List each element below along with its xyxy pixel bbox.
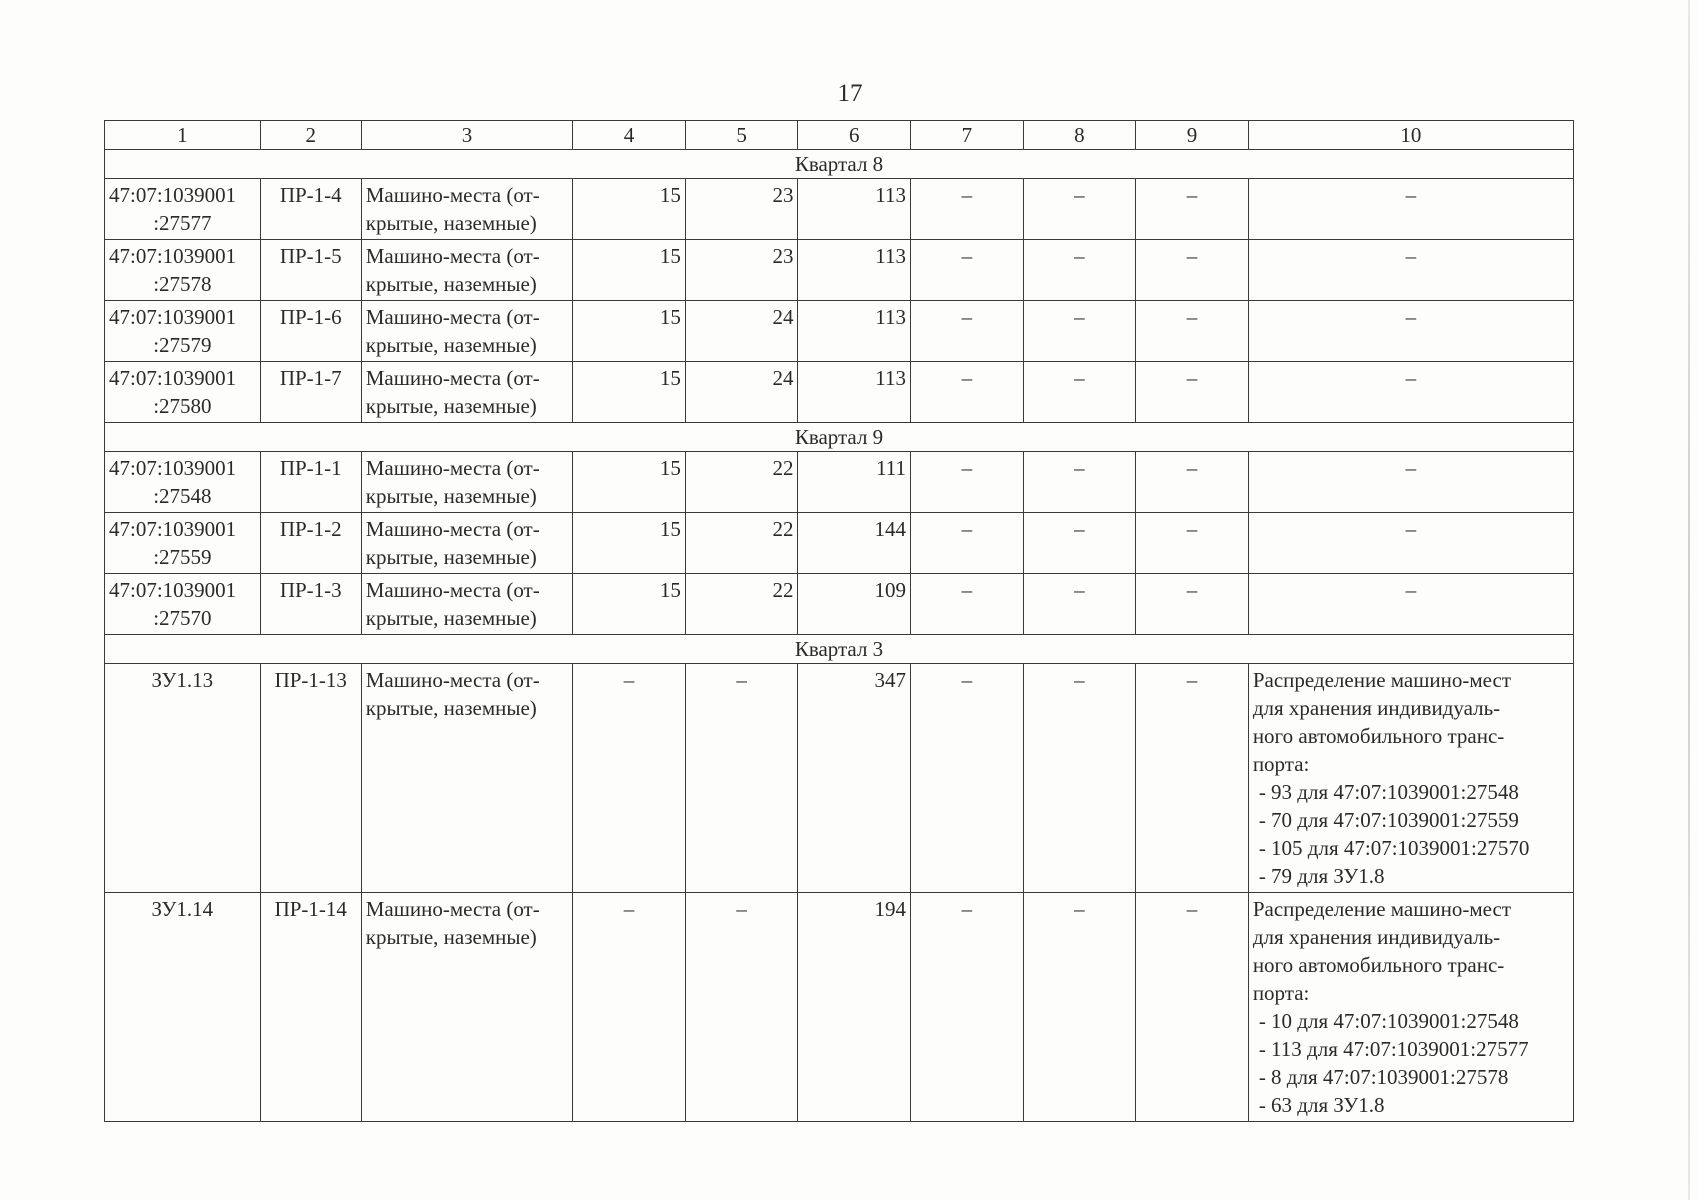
value-cell: 23 bbox=[685, 179, 798, 240]
dash-cell: – bbox=[1023, 452, 1136, 513]
description-cell bbox=[361, 179, 573, 240]
description-line: Машино-места (от- bbox=[365, 305, 540, 329]
note-item: - 113 для 47:07:1039001:27577 bbox=[1258, 1037, 1529, 1061]
cadastral-number-part: 47:07:1039001 bbox=[109, 305, 237, 329]
note-item: - 105 для 47:07:1039001:27570 bbox=[1258, 836, 1530, 860]
dash-cell: – bbox=[1023, 179, 1136, 240]
code-cell: ПР-1-2 bbox=[260, 513, 361, 574]
note-line: Распределение машино-мест bbox=[1252, 668, 1512, 692]
note-line: для хранения индивидуаль- bbox=[1252, 925, 1501, 949]
table-row bbox=[105, 301, 1574, 362]
value-cell: 15 bbox=[573, 362, 686, 423]
dash-cell: – bbox=[1136, 179, 1249, 240]
value-cell: 24 bbox=[685, 362, 798, 423]
note-item: - 8 для 47:07:1039001:27578 bbox=[1258, 1065, 1509, 1089]
dash-cell: – bbox=[1136, 664, 1249, 893]
dash-cell: – bbox=[911, 301, 1024, 362]
note-cell: – bbox=[1248, 574, 1573, 635]
dash-cell: – bbox=[1023, 513, 1136, 574]
description-line: Машино-места (от- bbox=[365, 456, 540, 480]
cadastral-number-cell bbox=[105, 240, 261, 301]
description-line: Машино-места (от- bbox=[365, 183, 540, 207]
column-header: 3 bbox=[361, 121, 573, 150]
note-cell: – bbox=[1248, 513, 1573, 574]
table-row bbox=[105, 179, 1574, 240]
table-row bbox=[105, 513, 1574, 574]
column-header: 1 bbox=[105, 121, 261, 150]
note-line: для хранения индивидуаль- bbox=[1252, 696, 1501, 720]
dash-cell: – bbox=[1023, 893, 1136, 1122]
cadastral-number-part: :27570 bbox=[153, 606, 212, 630]
dash-cell: – bbox=[1023, 574, 1136, 635]
section-row bbox=[105, 635, 1574, 664]
section-row bbox=[105, 423, 1574, 452]
value-cell: 111 bbox=[798, 452, 911, 513]
cadastral-number-part: 47:07:1039001 bbox=[109, 578, 237, 602]
value-cell: 24 bbox=[685, 301, 798, 362]
note-line: порта: bbox=[1252, 752, 1310, 776]
code-cell: ПР-1-14 bbox=[260, 893, 361, 1122]
description-line: Машино-места (от- bbox=[365, 668, 540, 692]
dash-cell: – bbox=[1136, 452, 1249, 513]
note-cell bbox=[1248, 664, 1573, 893]
description-cell bbox=[361, 893, 573, 1122]
cadastral-number-part: 47:07:1039001 bbox=[109, 244, 237, 268]
dash-cell: – bbox=[911, 362, 1024, 423]
note-item: - 63 для ЗУ1.8 bbox=[1258, 1093, 1385, 1117]
description-cell bbox=[361, 664, 573, 893]
note-line: порта: bbox=[1252, 981, 1310, 1005]
code-cell: ПР-1-13 bbox=[260, 664, 361, 893]
table-body bbox=[105, 121, 1574, 1122]
description-cell bbox=[361, 513, 573, 574]
value-cell: 15 bbox=[573, 240, 686, 301]
description-line: крытые, наземные) bbox=[365, 272, 537, 296]
description-line: крытые, наземные) bbox=[365, 333, 537, 357]
cadastral-number-cell bbox=[105, 452, 261, 513]
cadastral-number-cell bbox=[105, 179, 261, 240]
section-row bbox=[105, 150, 1574, 179]
column-header-row bbox=[105, 121, 1574, 150]
dash-cell: – bbox=[911, 452, 1024, 513]
value-cell: 15 bbox=[573, 301, 686, 362]
value-cell: – bbox=[573, 664, 686, 893]
dash-cell: – bbox=[1023, 240, 1136, 301]
note-item: - 10 для 47:07:1039001:27548 bbox=[1258, 1009, 1519, 1033]
value-cell: 15 bbox=[573, 179, 686, 240]
table-row bbox=[105, 574, 1574, 635]
value-cell: 113 bbox=[798, 179, 911, 240]
table-row bbox=[105, 452, 1574, 513]
value-cell: 347 bbox=[798, 664, 911, 893]
description-line: крытые, наземные) bbox=[365, 925, 537, 949]
dash-cell: – bbox=[1136, 240, 1249, 301]
note-item: - 93 для 47:07:1039001:27548 bbox=[1258, 780, 1519, 804]
dash-cell: – bbox=[1023, 301, 1136, 362]
description-line: Машино-места (от- bbox=[365, 517, 540, 541]
cadastral-number-part: :27577 bbox=[153, 211, 212, 235]
dash-cell: – bbox=[1023, 362, 1136, 423]
table-row bbox=[105, 664, 1574, 893]
value-cell: 23 bbox=[685, 240, 798, 301]
description-line: Машино-места (от- bbox=[365, 897, 540, 921]
value-cell: – bbox=[685, 664, 798, 893]
cadastral-number-part: :27579 bbox=[153, 333, 212, 357]
value-cell: 15 bbox=[573, 513, 686, 574]
column-header: 10 bbox=[1248, 121, 1573, 150]
section-title: Квартал 3 bbox=[105, 635, 1574, 664]
dash-cell: – bbox=[1023, 664, 1136, 893]
dash-cell: – bbox=[911, 893, 1024, 1122]
description-cell bbox=[361, 240, 573, 301]
value-cell: 144 bbox=[798, 513, 911, 574]
cadastral-number-cell: ЗУ1.14 bbox=[105, 893, 261, 1122]
cadastral-number-part: 47:07:1039001 bbox=[109, 366, 237, 390]
value-cell: 22 bbox=[685, 574, 798, 635]
dash-cell: – bbox=[911, 664, 1024, 893]
column-header: 5 bbox=[685, 121, 798, 150]
cadastral-number-cell bbox=[105, 513, 261, 574]
description-line: крытые, наземные) bbox=[365, 696, 537, 720]
table-row bbox=[105, 362, 1574, 423]
section-title: Квартал 9 bbox=[105, 423, 1574, 452]
value-cell: 113 bbox=[798, 301, 911, 362]
dash-cell: – bbox=[911, 513, 1024, 574]
cadastral-number-cell bbox=[105, 574, 261, 635]
note-item: - 79 для ЗУ1.8 bbox=[1258, 864, 1385, 888]
value-cell: 22 bbox=[685, 452, 798, 513]
dash-cell: – bbox=[911, 574, 1024, 635]
cadastral-number-cell: ЗУ1.13 bbox=[105, 664, 261, 893]
table-row bbox=[105, 240, 1574, 301]
description-cell bbox=[361, 362, 573, 423]
dash-cell: – bbox=[1136, 574, 1249, 635]
value-cell: 22 bbox=[685, 513, 798, 574]
cadastral-number-part: :27578 bbox=[153, 272, 212, 296]
description-line: Машино-места (от- bbox=[365, 244, 540, 268]
cadastral-number-part: 47:07:1039001 bbox=[109, 456, 237, 480]
code-cell: ПР-1-4 bbox=[260, 179, 361, 240]
cadastral-number-part: 47:07:1039001 bbox=[109, 183, 237, 207]
note-cell bbox=[1248, 893, 1573, 1122]
description-line: крытые, наземные) bbox=[365, 484, 537, 508]
value-cell: 109 bbox=[798, 574, 911, 635]
code-cell: ПР-1-7 bbox=[260, 362, 361, 423]
note-line: ного автомобильного транс- bbox=[1252, 953, 1505, 977]
description-cell bbox=[361, 301, 573, 362]
dash-cell: – bbox=[1136, 893, 1249, 1122]
description-line: крытые, наземные) bbox=[365, 545, 537, 569]
column-header: 8 bbox=[1023, 121, 1136, 150]
value-cell: 15 bbox=[573, 574, 686, 635]
page-number: 17 bbox=[837, 80, 863, 107]
cadastral-number-part: :27559 bbox=[153, 545, 212, 569]
note-cell: – bbox=[1248, 240, 1573, 301]
description-line: Машино-места (от- bbox=[365, 578, 540, 602]
dash-cell: – bbox=[1136, 362, 1249, 423]
description-cell bbox=[361, 452, 573, 513]
value-cell: 194 bbox=[798, 893, 911, 1122]
dash-cell: – bbox=[911, 179, 1024, 240]
value-cell: 113 bbox=[798, 240, 911, 301]
code-cell: ПР-1-6 bbox=[260, 301, 361, 362]
note-line: Распределение машино-мест bbox=[1252, 897, 1512, 921]
value-cell: – bbox=[685, 893, 798, 1122]
code-cell: ПР-1-5 bbox=[260, 240, 361, 301]
column-header: 4 bbox=[573, 121, 686, 150]
section-title: Квартал 8 bbox=[105, 150, 1574, 179]
cadastral-number-part: 47:07:1039001 bbox=[109, 517, 237, 541]
scan-edge bbox=[1688, 0, 1690, 1200]
description-cell bbox=[361, 574, 573, 635]
column-header: 7 bbox=[911, 121, 1024, 150]
parking-table bbox=[104, 120, 1574, 1122]
note-cell: – bbox=[1248, 362, 1573, 423]
note-line: ного автомобильного транс- bbox=[1252, 724, 1505, 748]
value-cell: 113 bbox=[798, 362, 911, 423]
description-line: крытые, наземные) bbox=[365, 211, 537, 235]
column-header: 6 bbox=[798, 121, 911, 150]
description-line: Машино-места (от- bbox=[365, 366, 540, 390]
cadastral-number-cell bbox=[105, 301, 261, 362]
note-cell: – bbox=[1248, 301, 1573, 362]
note-cell: – bbox=[1248, 179, 1573, 240]
note-cell: – bbox=[1248, 452, 1573, 513]
description-line: крытые, наземные) bbox=[365, 394, 537, 418]
column-header: 9 bbox=[1136, 121, 1249, 150]
code-cell: ПР-1-1 bbox=[260, 452, 361, 513]
dash-cell: – bbox=[1136, 513, 1249, 574]
value-cell: – bbox=[573, 893, 686, 1122]
description-line: крытые, наземные) bbox=[365, 606, 537, 630]
value-cell: 15 bbox=[573, 452, 686, 513]
dash-cell: – bbox=[1136, 301, 1249, 362]
dash-cell: – bbox=[911, 240, 1024, 301]
cadastral-number-part: :27548 bbox=[153, 484, 212, 508]
column-header: 2 bbox=[260, 121, 361, 150]
cadastral-number-cell bbox=[105, 362, 261, 423]
table-row bbox=[105, 893, 1574, 1122]
cadastral-number-part: :27580 bbox=[153, 394, 212, 418]
note-item: - 70 для 47:07:1039001:27559 bbox=[1258, 808, 1519, 832]
code-cell: ПР-1-3 bbox=[260, 574, 361, 635]
